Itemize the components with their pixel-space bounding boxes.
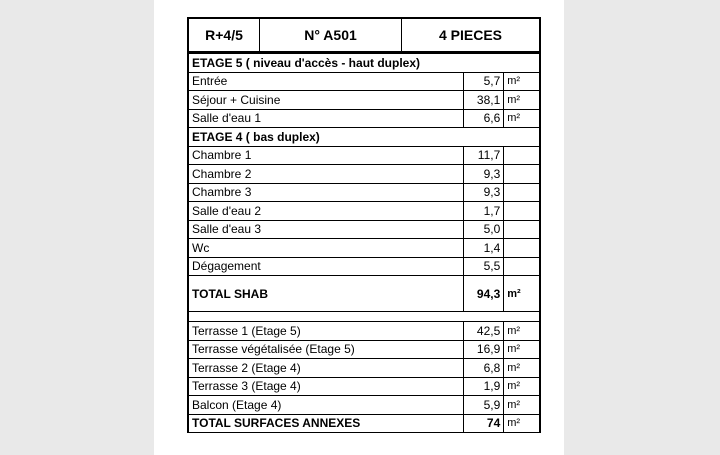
row-value: 94,3 [464, 276, 504, 312]
table-row [188, 220, 540, 239]
spacer-row [188, 312, 540, 322]
row-unit [504, 220, 540, 239]
row-unit: m² [504, 359, 540, 378]
row-value: 9,3 [464, 165, 504, 184]
row-label: Entrée [188, 72, 464, 91]
annex-row [188, 340, 540, 359]
total-annexes-row [188, 414, 540, 433]
row-label: TOTAL SURFACES ANNEXES [188, 414, 464, 433]
total-shab-row [188, 276, 540, 312]
apartment-number-cell: N° A501 [260, 19, 402, 51]
row-unit: m² [504, 109, 540, 128]
row-unit: m² [504, 72, 540, 91]
row-label: Balcon (Etage 4) [188, 396, 464, 415]
row-unit: m² [504, 276, 540, 312]
level-cell: R+4/5 [189, 19, 260, 51]
row-unit [504, 165, 540, 184]
table-row [188, 91, 540, 110]
row-unit: m² [504, 377, 540, 396]
row-value: 1,9 [464, 377, 504, 396]
table-row [188, 72, 540, 91]
row-unit [504, 257, 540, 276]
annex-row [188, 322, 540, 341]
row-label: Salle d'eau 1 [188, 109, 464, 128]
row-value: 42,5 [464, 322, 504, 341]
surface-table [187, 53, 541, 433]
annex-row [188, 396, 540, 415]
row-value: 9,3 [464, 183, 504, 202]
row-unit [504, 183, 540, 202]
table-row [188, 183, 540, 202]
row-label: Salle d'eau 3 [188, 220, 464, 239]
row-value: 6,6 [464, 109, 504, 128]
row-label: Chambre 1 [188, 146, 464, 165]
row-unit: m² [504, 414, 540, 433]
annex-row [188, 377, 540, 396]
row-value: 16,9 [464, 340, 504, 359]
row-label: ETAGE 4 ( bas duplex) [188, 128, 540, 147]
row-label: Chambre 2 [188, 165, 464, 184]
table-row [188, 146, 540, 165]
row-value: 5,9 [464, 396, 504, 415]
row-label: Dégagement [188, 257, 464, 276]
row-unit [504, 146, 540, 165]
row-label: Salle d'eau 2 [188, 202, 464, 221]
row-label: Terrasse 2 (Etage 4) [188, 359, 464, 378]
section-heading [188, 54, 540, 73]
apartment-header [187, 17, 541, 53]
row-value: 5,0 [464, 220, 504, 239]
row-unit [504, 239, 540, 258]
annex-row [188, 359, 540, 378]
row-value: 74 [464, 414, 504, 433]
row-label: TOTAL SHAB [188, 276, 464, 312]
row-label: Terrasse 3 (Etage 4) [188, 377, 464, 396]
row-unit: m² [504, 396, 540, 415]
row-value: 5,7 [464, 72, 504, 91]
row-value: 11,7 [464, 146, 504, 165]
row-label: ETAGE 5 ( niveau d'accès - haut duplex) [188, 54, 540, 73]
table-row [188, 202, 540, 221]
row-unit: m² [504, 322, 540, 341]
table-row [188, 165, 540, 184]
row-value: 1,7 [464, 202, 504, 221]
row-value: 38,1 [464, 91, 504, 110]
row-label: Séjour + Cuisine [188, 91, 464, 110]
rooms-count-cell: 4 PIECES [438, 27, 503, 43]
table-row [188, 257, 540, 276]
row-value: 5,5 [464, 257, 504, 276]
row-label: Wc [188, 239, 464, 258]
section-heading [188, 128, 540, 147]
row-unit: m² [504, 340, 540, 359]
row-unit [504, 202, 540, 221]
row-label: Terrasse végétalisée (Etage 5) [188, 340, 464, 359]
row-label: Chambre 3 [188, 183, 464, 202]
surface-table-body [188, 54, 540, 433]
row-value: 1,4 [464, 239, 504, 258]
table-row [188, 239, 540, 258]
row-value: 6,8 [464, 359, 504, 378]
row-unit: m² [504, 91, 540, 110]
table-row [188, 109, 540, 128]
row-label: Terrasse 1 (Etage 5) [188, 322, 464, 341]
